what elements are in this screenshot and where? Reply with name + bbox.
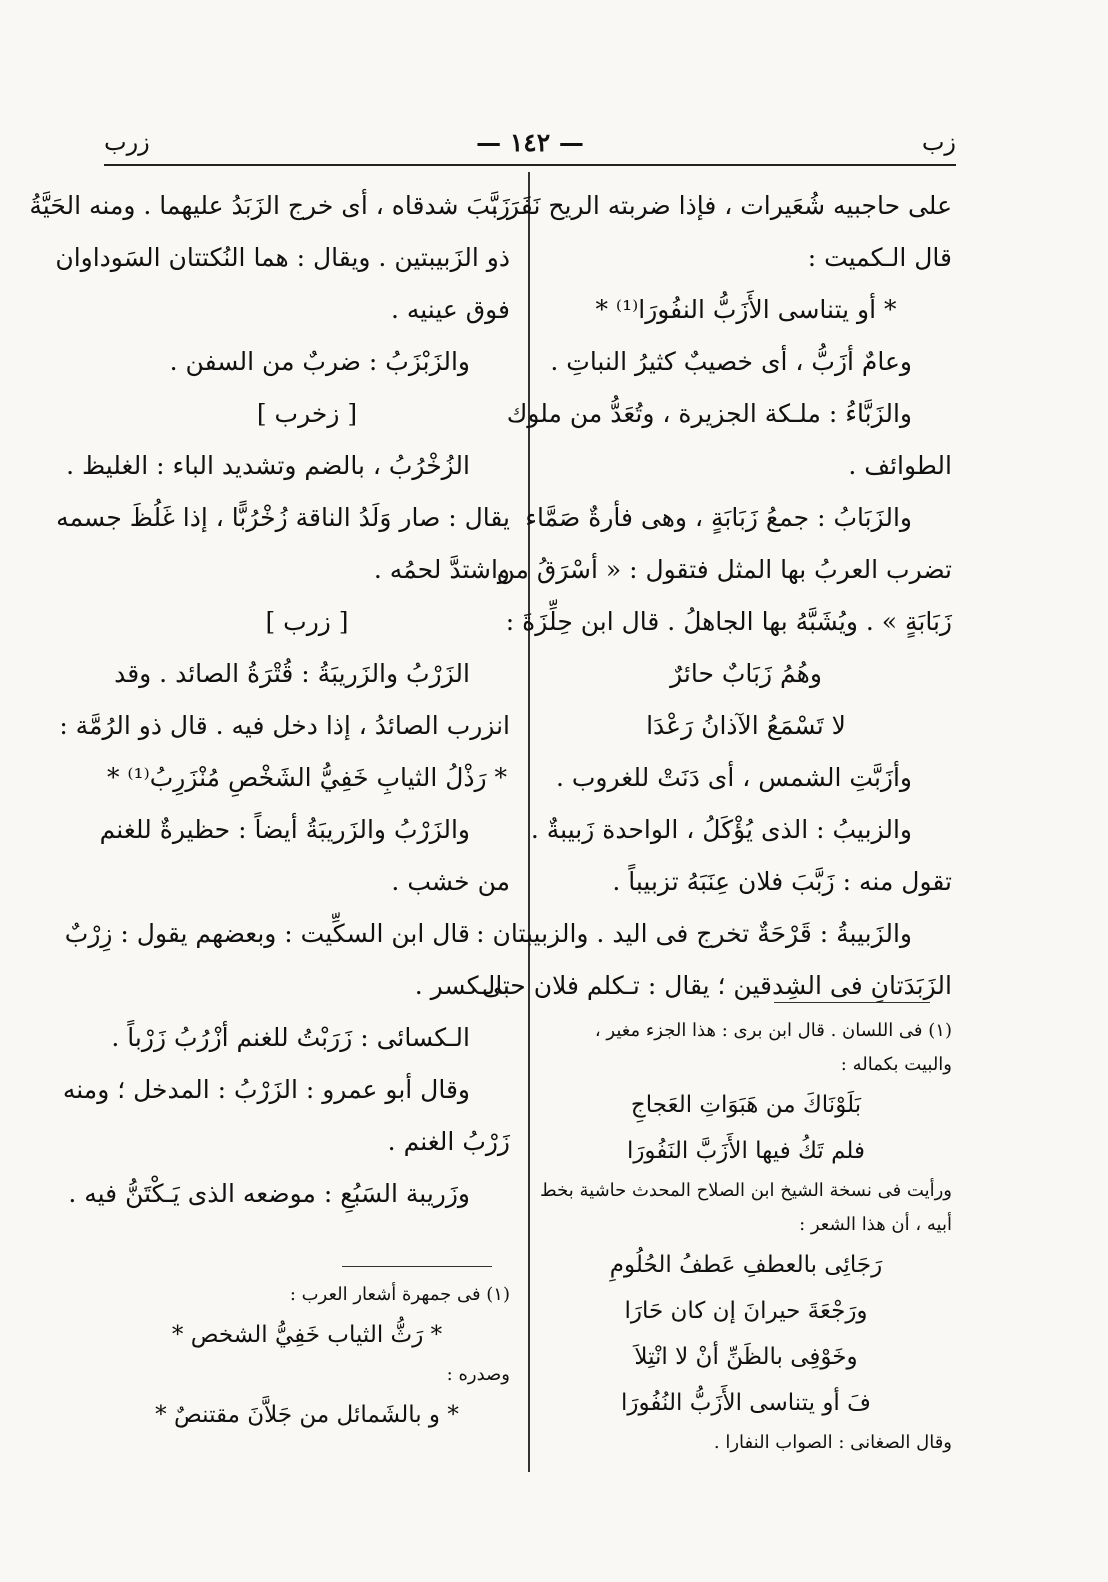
footnote-line: وقال الصغانى : الصواب النفارا . xyxy=(713,1432,952,1453)
text-line: ذو الزَبيبتين . ويقال : هما النُكتتان السَوداوان xyxy=(55,243,510,272)
left-footnote xyxy=(104,1278,510,1438)
text-line: وقال أبو عمرو : الزَرْبُ : المدخل ؛ ومنه xyxy=(62,1075,470,1104)
text-line: وأزَبَّتِ الشمس ، أى دَنَتْ للغروب . xyxy=(556,763,912,792)
text-line: قال الـكميت : xyxy=(807,243,952,272)
text-line: زَرْبُ الغنم . xyxy=(387,1127,510,1156)
text-line: الـكسائى : زَرَبْتُ للغنم أزْرُبُ زَرْباً . xyxy=(111,1023,470,1052)
text-line: والزَبْزَبُ : ضربٌ من السفن . xyxy=(169,347,470,376)
footnote-verse: فَ أو يتناسى الأَزَبُّ النُفُورَا xyxy=(621,1390,871,1416)
footnote-rule xyxy=(774,1002,930,1003)
footnote-verse: ورَجْعَةَ حيرانَ إن كان حَارَا xyxy=(624,1298,868,1324)
text-line: من خشب . xyxy=(391,867,510,896)
verse-line: لا تَسْمَعُ الآذانُ رَعْدَا xyxy=(646,711,846,740)
text-line: الطوائف . xyxy=(848,451,952,480)
footnote-rule xyxy=(342,1266,492,1267)
footnote-line: (١) فى اللسان . قال ابن برى : هذا الجزء مغير ، xyxy=(594,1020,952,1041)
text-line: واشتدَّ لحمُه . xyxy=(373,555,510,584)
text-line: والزَبَّاءُ : ملـكة الجزيرة ، وتُعَدُّ من ملوك xyxy=(506,399,912,428)
page-header xyxy=(104,128,956,162)
text-line: زَبَابَةٍ » . ويُشَبَّهُ بها الجاهلُ . قال ابن حِلِّزَةَ : xyxy=(505,607,952,636)
text-line: بالـكسر . xyxy=(414,971,510,1000)
text-line: انزرب الصائدُ ، إذا دخل فيه . قال ذو الرُمَّة : xyxy=(59,711,510,740)
text-line: والزبيبُ : الذى يُؤْكَلُ ، الواحدة زَبيبةٌ . xyxy=(530,815,912,844)
footnote-verse: وخَوْفِى بالظَنِّ أنْ لا انْتِلاَ xyxy=(634,1344,858,1370)
text-line: الزَرْبُ والزَريبَةُ : قُتْرَةُ الصائد . وقد xyxy=(114,659,470,688)
footnote-verse: رَجَائِى بالعطفِ عَطفُ الحُلُومِ xyxy=(609,1252,883,1278)
text-line: والزَبيبةُ : قَرْحَةٌ تخرج فى اليد . والزبيبتان : xyxy=(476,919,912,948)
footnote-line: والبيت بكماله : xyxy=(840,1054,952,1075)
text-line: الزَبَدَتانِ فى الشِدقين ؛ يقال : تـكلم فلان حتى xyxy=(481,971,952,1000)
text-line: وزَريبة السَبُعِ : موضعه الذى يَـكْتَنُّ فيه . xyxy=(68,1179,470,1208)
column-divider xyxy=(528,172,530,1472)
header-root-left: زرب xyxy=(104,128,150,156)
text-line: الزُخْرُبُ ، بالضم وتشديد الباء : الغليظ . xyxy=(66,451,470,480)
left-column xyxy=(29,180,510,1220)
text-line: والزَبَابُ : جمعُ زَبَابَةٍ ، وهى فأرةٌ صَمَّاء xyxy=(525,503,912,532)
header-root-right: زب xyxy=(921,128,956,156)
footnote-verse: فلم تَكُ فيها الأَزَبَّ النَفُورَا xyxy=(626,1138,866,1164)
text-line: زَبَّبَ شدقاه ، أى خرج الزَبَدُ عليهما . ومنه الحَيَّةُ xyxy=(29,191,510,220)
text-line: تقول منه : زَبَّبَ فلان عِنَبَهُ تزبيباً . xyxy=(612,867,952,896)
text-line: فوق عينيه . xyxy=(390,295,510,324)
text-line: على حاجبيه شُعَيرات ، فإذا ضربته الريح نَفَرَ . xyxy=(491,191,952,220)
footnote-line: (١) فى جمهرة أشعار العرب : xyxy=(289,1284,510,1305)
header-rule xyxy=(104,164,956,166)
text-line: والزَرْبُ والزَريبَةُ أيضاً : حظيرةٌ للغنم xyxy=(99,815,470,844)
footnote-verse: * رَثُّ الثياب خَفِيُّ الشخص * xyxy=(171,1322,443,1348)
right-column xyxy=(476,180,952,1012)
footnote-verse: بَلَوْنَاكَ من هَبَوَاتِ العَجاجِ xyxy=(630,1092,862,1118)
text-line: وعامٌ أزَبُّ ، أى خصيبٌ كثيرُ النباتِ . xyxy=(550,347,912,376)
text-line: يقال : صار وَلَدُ الناقة زُخْرُبًّا ، إذا غَلُظَ جسمه xyxy=(56,503,510,532)
verse-line: وهُمُ زَبَابٌ حائرٌ xyxy=(670,659,822,688)
text-line: تضرب العربُ بها المثل فتقول : « أسْرَقُ من xyxy=(496,555,952,584)
verse-line: * رَذْلُ الثيابِ خَفِيُّ الشَخْصِ مُنْزَرِبُ⁽¹⁾ * xyxy=(106,763,508,792)
right-footnote xyxy=(540,1014,952,1460)
footnote-line: ورأيت فى نسخة الشيخ ابن الصلاح المحدث حاشية بخط xyxy=(540,1180,952,1201)
entry-heading: [ زخرب ] xyxy=(256,399,358,428)
footnote-line: وصدره : xyxy=(446,1364,510,1385)
text-line: قال ابن السكِّيت : وبعضهم يقول : زِرْبٌ xyxy=(64,919,470,948)
footnote-line: أبيه ، أن هذا الشعر : xyxy=(799,1214,952,1235)
entry-heading: [ زرب ] xyxy=(265,607,349,636)
page-number: — ١٤٢ — xyxy=(476,128,584,157)
verse-line: * أو يتناسى الأَزَبُّ النفُورَا⁽¹⁾ * xyxy=(595,295,897,324)
footnote-verse: * و بالشَمائل من جَلاَّنَ مقتنصٌ * xyxy=(155,1402,459,1428)
